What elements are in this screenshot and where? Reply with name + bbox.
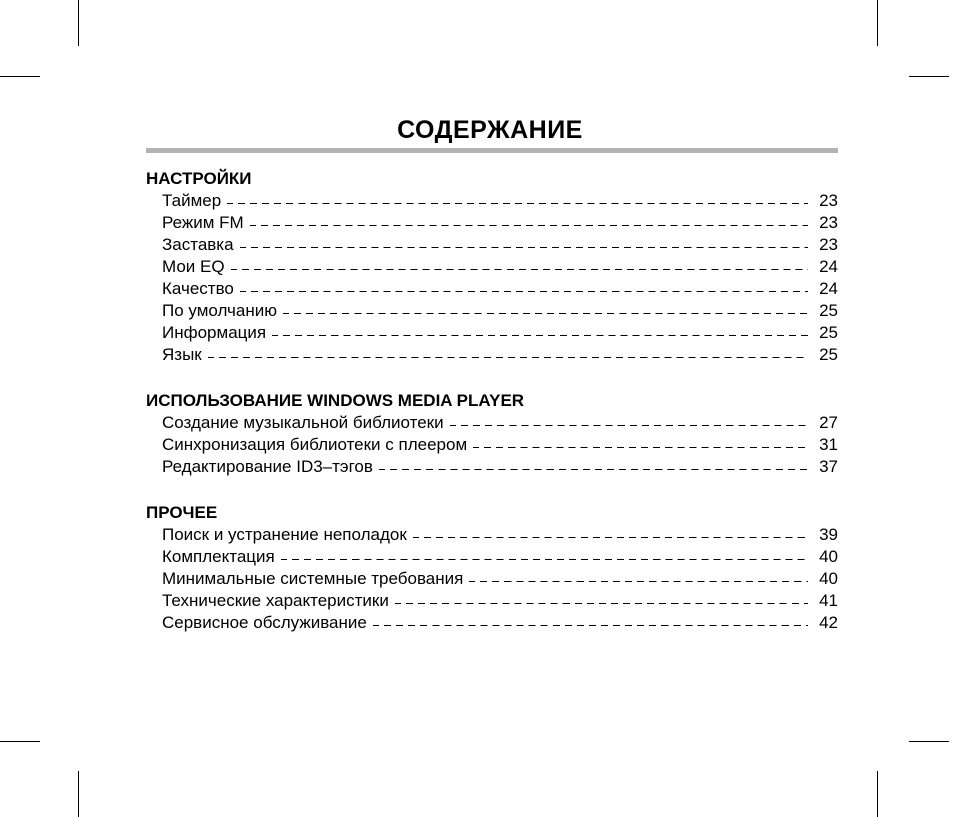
dot-leader xyxy=(240,247,808,248)
entry-label: Таймер xyxy=(162,191,222,210)
dot-leader xyxy=(250,225,808,226)
toc-entry[interactable] xyxy=(146,590,838,612)
toc-entry[interactable] xyxy=(146,568,838,590)
entry-label: По умолчанию xyxy=(162,301,277,320)
toc-entry[interactable] xyxy=(146,434,838,456)
toc-entry[interactable] xyxy=(146,300,838,322)
section-heading: ПРОЧЕЕ xyxy=(146,503,218,522)
toc-entry[interactable] xyxy=(146,322,838,344)
entry-label: Синхронизация библиотеки с плеером xyxy=(162,435,468,454)
entry-label: Качество xyxy=(162,279,234,298)
entry-label: Комплектация xyxy=(162,547,275,566)
toc-entry[interactable] xyxy=(146,456,838,478)
crop-mark xyxy=(78,0,79,46)
section-heading: НАСТРОЙКИ xyxy=(146,169,252,188)
dot-leader xyxy=(413,537,808,538)
dot-leader xyxy=(208,357,808,358)
crop-mark xyxy=(877,0,878,46)
toc-entry[interactable] xyxy=(146,524,838,546)
dot-leader xyxy=(379,469,808,470)
entry-page-number: 40 xyxy=(819,569,838,588)
dot-leader xyxy=(450,425,808,426)
dot-leader xyxy=(227,203,808,204)
toc-entry[interactable] xyxy=(146,190,838,212)
entry-label: Заставка xyxy=(162,235,234,254)
dot-leader xyxy=(281,559,808,560)
entry-label: Режим FM xyxy=(162,213,244,232)
toc-entry[interactable] xyxy=(146,546,838,568)
dot-leader xyxy=(283,313,808,314)
page-title: СОДЕРЖАНИЕ xyxy=(397,116,583,144)
crop-mark xyxy=(909,76,949,77)
toc-entry[interactable] xyxy=(146,256,838,278)
toc-section-settings xyxy=(146,168,838,366)
toc-section-other xyxy=(146,502,838,634)
entry-page-number: 25 xyxy=(819,345,838,364)
entry-label: Технические характеристики xyxy=(162,591,389,610)
entry-label: Создание музыкальной библиотеки xyxy=(162,413,444,432)
crop-mark xyxy=(909,741,949,742)
title-divider xyxy=(146,148,838,153)
toc-entry[interactable] xyxy=(146,412,838,434)
entry-label: Поиск и устранение неполадок xyxy=(162,525,407,544)
entry-page-number: 27 xyxy=(819,413,838,432)
dot-leader xyxy=(469,581,808,582)
crop-mark xyxy=(78,771,79,817)
entry-page-number: 25 xyxy=(819,323,838,342)
entry-page-number: 24 xyxy=(819,257,838,276)
entry-page-number: 41 xyxy=(819,591,838,610)
toc-entry[interactable] xyxy=(146,212,838,234)
toc-section-windows-media-player xyxy=(146,390,838,478)
crop-mark xyxy=(0,741,40,742)
dot-leader xyxy=(272,335,808,336)
entry-page-number: 40 xyxy=(819,547,838,566)
entry-page-number: 23 xyxy=(819,191,838,210)
dot-leader xyxy=(240,291,808,292)
dot-leader xyxy=(231,269,808,270)
entry-label: Информация xyxy=(162,323,267,342)
toc-entry[interactable] xyxy=(146,234,838,256)
entry-label: Язык xyxy=(162,345,202,364)
toc-entry[interactable] xyxy=(146,278,838,300)
dot-leader xyxy=(373,625,808,626)
entry-page-number: 25 xyxy=(819,301,838,320)
table-of-contents xyxy=(146,168,838,658)
entry-label: Минимальные системные требования xyxy=(162,569,464,588)
toc-entry[interactable] xyxy=(146,612,838,634)
crop-mark xyxy=(877,771,878,817)
entry-page-number: 42 xyxy=(819,613,838,632)
toc-entry[interactable] xyxy=(146,344,838,366)
dot-leader xyxy=(395,603,808,604)
crop-mark xyxy=(0,76,40,77)
entry-label: Сервисное обслуживание xyxy=(162,613,367,632)
entry-page-number: 39 xyxy=(819,525,838,544)
entry-page-number: 24 xyxy=(819,279,838,298)
entry-page-number: 23 xyxy=(819,235,838,254)
entry-label: Мои EQ xyxy=(162,257,225,276)
section-heading: ИСПОЛЬЗОВАНИЕ WINDOWS MEDIA PLAYER xyxy=(146,391,525,410)
entry-label: Редактирование ID3–тэгов xyxy=(162,457,373,476)
entry-page-number: 31 xyxy=(819,435,838,454)
dot-leader xyxy=(473,447,808,448)
entry-page-number: 23 xyxy=(819,213,838,232)
entry-page-number: 37 xyxy=(819,457,838,476)
